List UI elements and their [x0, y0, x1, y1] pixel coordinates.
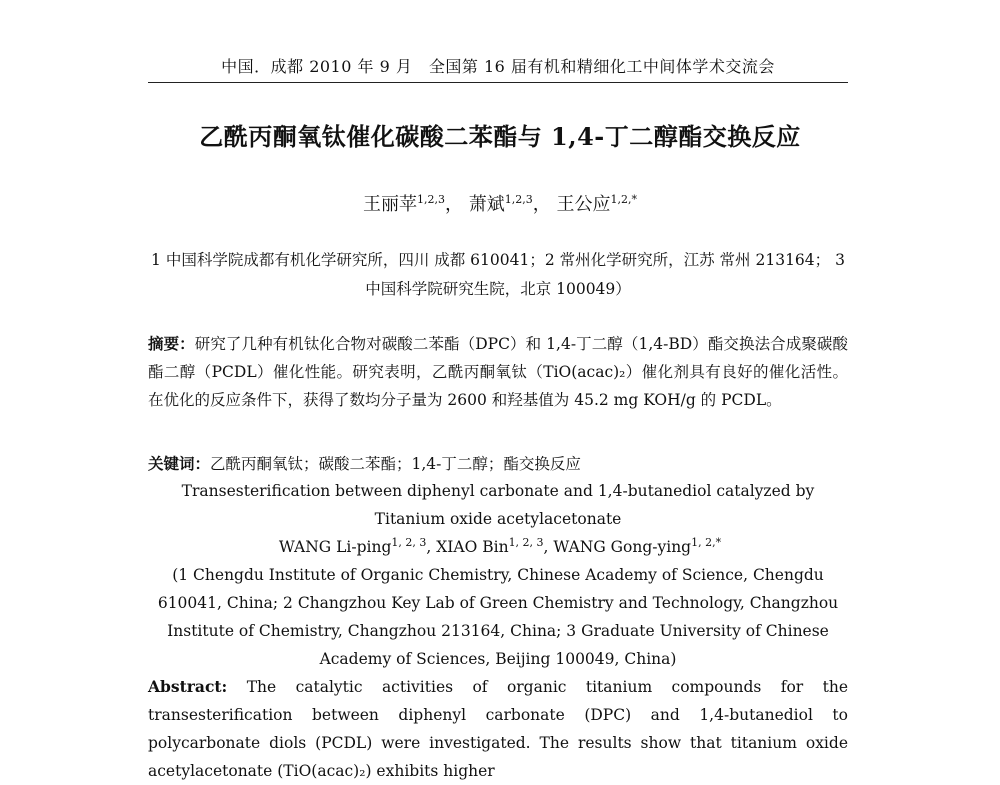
abstract-zh	[148, 330, 848, 414]
author-list-en	[0, 533, 1000, 561]
author-name: WANG Li-ping	[278, 538, 392, 556]
author-affil-marks: 1, 2, 3	[391, 535, 427, 549]
author-affil-marks: 1, 2, 3	[508, 535, 544, 549]
author-affil-marks: 1, 2,*	[691, 535, 722, 549]
abstract-zh-label: 摘要：	[148, 334, 195, 353]
author-affil-marks: 1,2,3	[504, 193, 533, 206]
abstract-zh-text: 研究了几种有机钛化合物对碳酸二苯酯（DPC）和 1,4-丁二醇（1,4-BD）酯交换法合成聚碳酸酯二醇（PCDL）催化性能。研究表明，乙酰丙酮氧钛（TiO(acac)₂）催化剂具有良好的催化活性。在优化的反应条件下，获得了数均分子量为 2600 和羟基值为 45.2 mg KOH/g 的 PCDL。	[148, 335, 848, 409]
author-separator: ,	[543, 538, 554, 556]
author-separator: ,	[426, 538, 437, 556]
author-name: 王公应	[556, 194, 611, 215]
abstract-en-label: Abstract:	[148, 677, 228, 696]
author-affil-marks: 1,2,*	[610, 193, 637, 206]
keywords-zh-text: 乙酰丙酮氧钛；碳酸二苯酯；1,4-丁二醇；酯交换反应	[210, 455, 581, 473]
paper-title-zh: 乙酰丙酮氧钛催化碳酸二苯酯与 1,4-丁二醇酯交换反应	[199, 122, 801, 151]
abstract-en-text: The catalytic activities of organic titanium compounds for the transesterification between diphenyl carbonate (DPC) and 1,4-butanediol to polycarbonate diols (PCDL) were investigated. The results show that titanium oxide acetylacetonate (TiO(acac)₂) exhibits higher	[148, 678, 848, 780]
affiliations-zh: 1 中国科学院成都有机化学研究所，四川 成都 610041；2 常州化学研究所，江苏 常州 213164； 3 中国科学院研究生院，北京 100049）	[151, 251, 845, 298]
author-name: WANG Gong-ying	[553, 538, 692, 556]
author-name: XIAO Bin	[436, 538, 509, 556]
paper-title-en: Transesterification between diphenyl carbonate and 1,4-butanediol catalyzed by Titanium oxide acetylacetonate	[181, 482, 815, 528]
abstract-en	[148, 673, 848, 785]
keywords-zh-label: 关键词：	[148, 454, 211, 473]
author-affil-marks: 1,2,3	[417, 193, 446, 206]
conference-header: 中国．成都 2010 年 9 月 全国第 16 届有机和精细化工中间体学术交流会	[148, 58, 848, 83]
author-separator: ，	[445, 194, 464, 215]
author-name: 王丽苹	[363, 194, 418, 215]
affiliations-en: (1 Chengdu Institute of Organic Chemistry, Chinese Academy of Science, Chengdu 610041, China; 2 Changzhou Key Lab of Green Chemistry and Technology, Changzhou Institute of Chemistry, Changzhou 213164, China; 3 Graduate University of Chinese Academy of Sciences, Beijing 100049, China)	[157, 566, 839, 668]
author-list-zh	[0, 190, 1000, 216]
author-separator: ，	[532, 194, 551, 215]
author-name: 萧斌	[468, 194, 505, 215]
keywords-zh	[148, 450, 848, 478]
